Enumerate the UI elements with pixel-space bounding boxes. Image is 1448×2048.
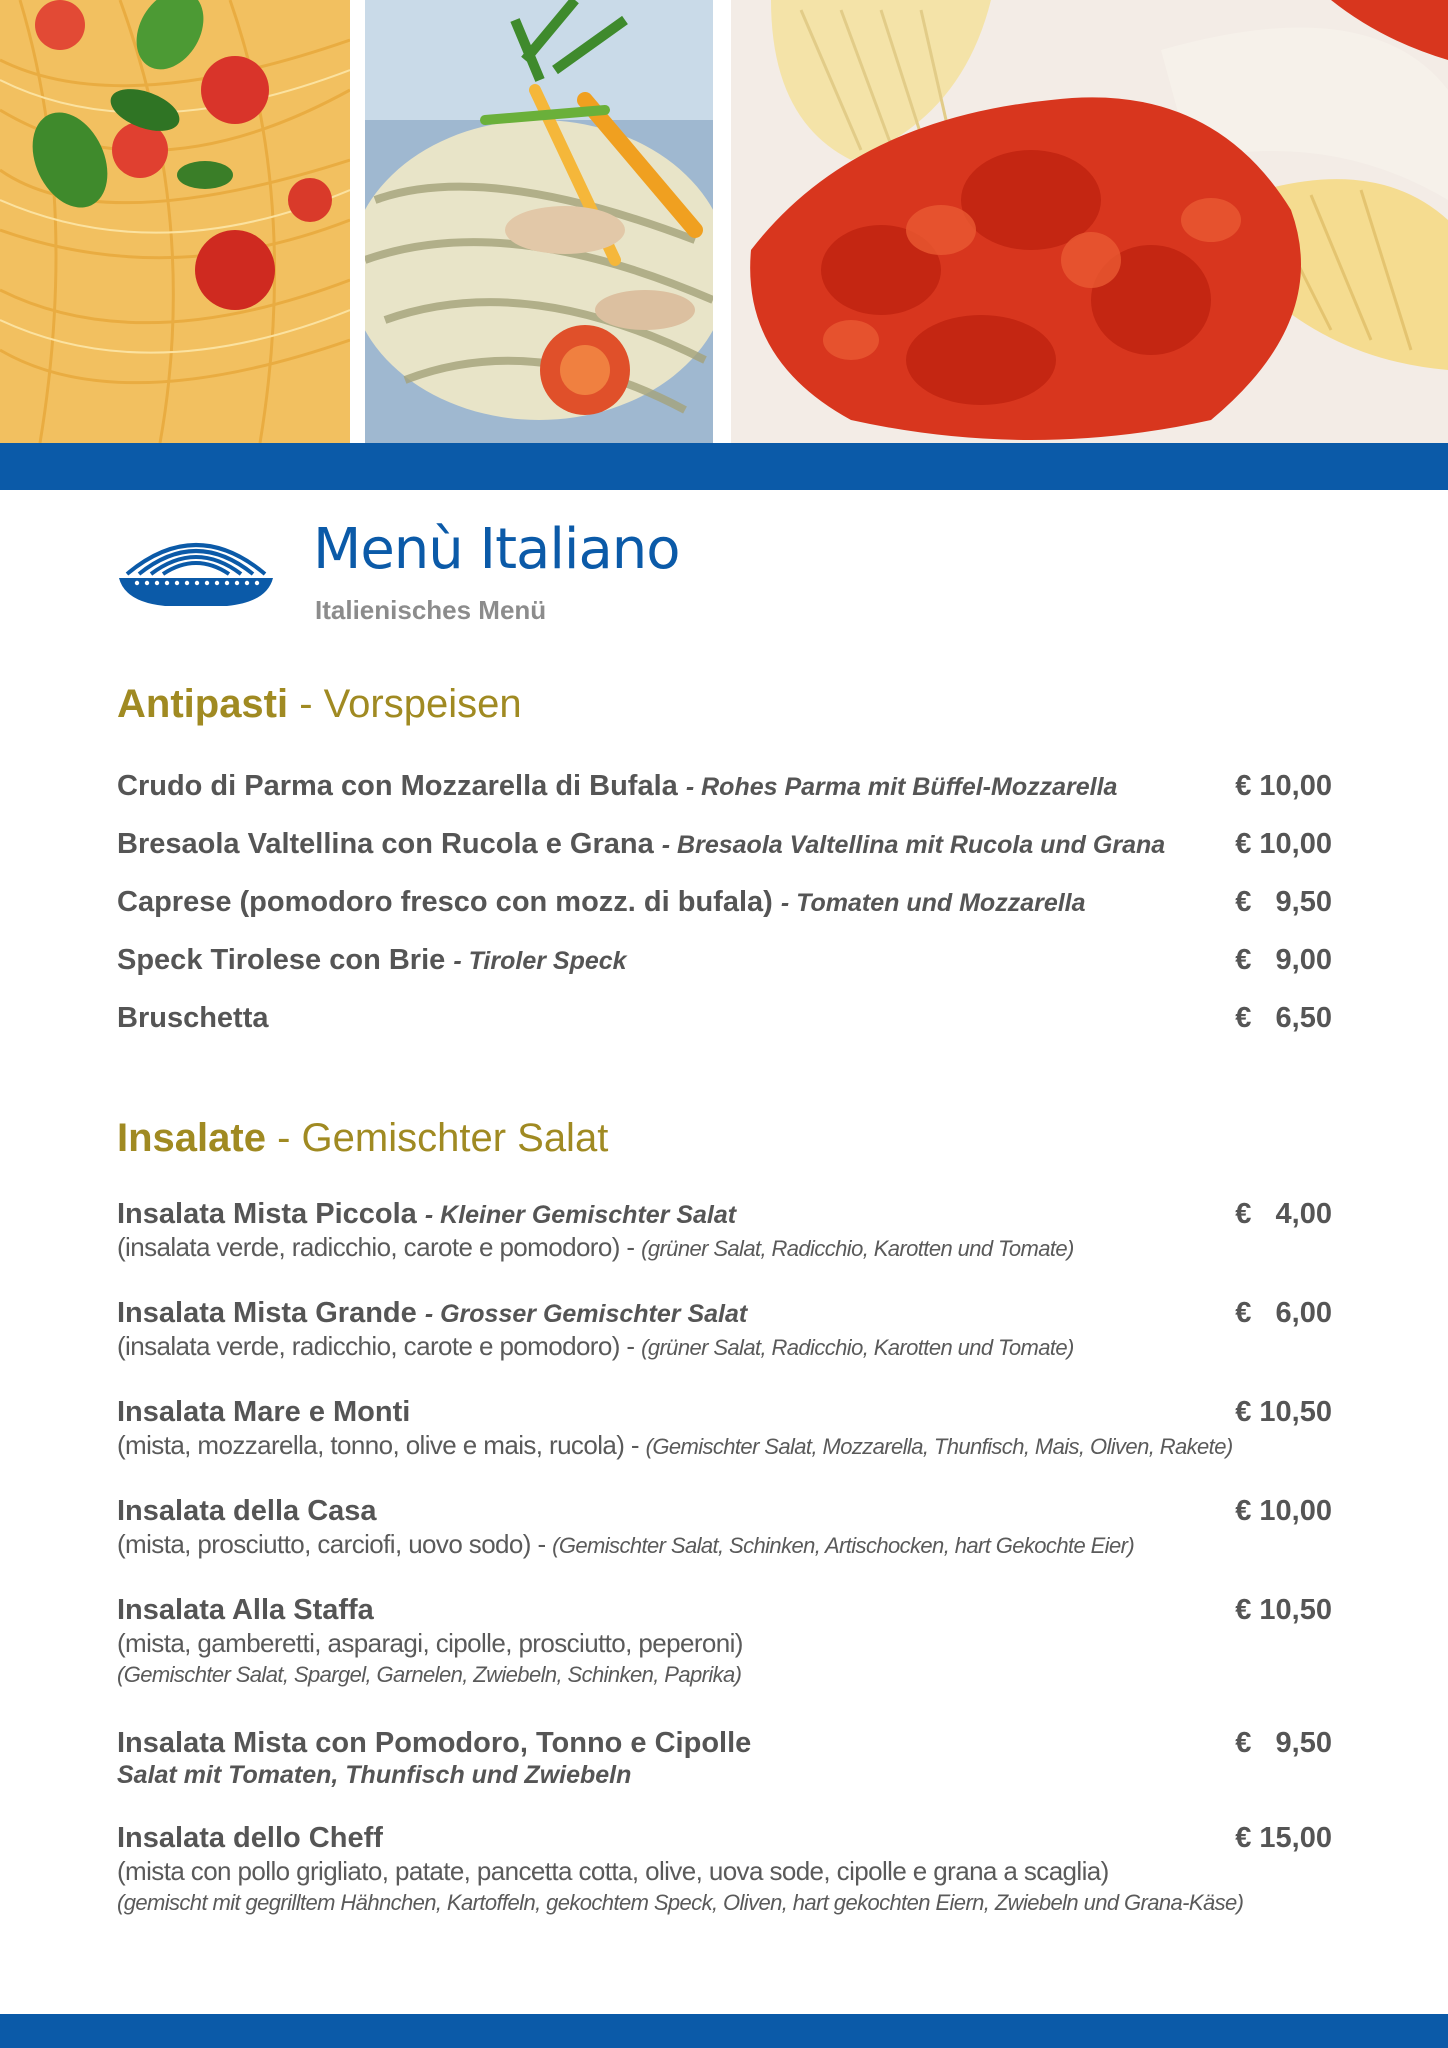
item-name-de: - Bresaola Valtellina mit Rucola und Grana: [661, 831, 1166, 859]
item-price: € 9,00: [1235, 944, 1332, 976]
item-price: € 10,00: [1235, 770, 1332, 802]
section-title-de: - Vorspeisen: [299, 682, 522, 726]
item-description-de: (grüner Salat, Radicchio, Karotten und Tomate): [641, 1236, 1074, 1262]
item-description-de: (gemischt mit gegrilltem Hähnchen, Kartoffeln, gekochtem Speck, Oliven, hart gekochten Eiern, Zwiebeln und Grana-Käse): [117, 1890, 1244, 1916]
pasta-bowl-logo: [117, 530, 275, 610]
item-price: € 6,00: [1235, 1297, 1332, 1329]
item-name-de: - Tiroler Speck: [453, 947, 627, 975]
section-title-de: - Gemischter Salat: [277, 1116, 609, 1160]
menu-item: [117, 1396, 1332, 1463]
item-price: € 9,50: [1235, 886, 1332, 918]
menu-title: Menù Italiano: [313, 517, 680, 582]
item-description: (mista, mozzarella, tonno, olive e mais, rucola) -: [117, 1430, 639, 1461]
item-description-de: (Gemischter Salat, Mozzarella, Thunfisch, Mais, Oliven, Rakete): [645, 1434, 1233, 1460]
menu-item: [117, 1594, 1332, 1690]
item-description-de: (grüner Salat, Radicchio, Karotten und Tomate): [641, 1335, 1074, 1361]
item-description: (insalata verde, radicchio, carote e pomodoro) -: [117, 1331, 635, 1362]
menu-item: [117, 828, 1332, 861]
item-name: Insalata della Casa: [117, 1495, 377, 1527]
header-photo-strip: [0, 0, 1448, 443]
bottom-blue-band: [0, 2014, 1448, 2048]
item-name: Insalata Mare e Monti: [117, 1396, 411, 1428]
menu-item: [117, 770, 1332, 803]
item-name: Crudo di Parma con Mozzarella di Bufala: [117, 770, 678, 802]
item-description-de: Salat mit Tomaten, Thunfisch und Zwiebeln: [117, 1761, 632, 1790]
conchiglioni-photo: [731, 0, 1448, 443]
section-title-antipasti: [117, 684, 522, 724]
item-price: € 9,50: [1235, 1727, 1332, 1759]
item-description: (mista, gamberetti, asparagi, cipolle, prosciutto, peperoni): [117, 1628, 743, 1659]
item-name: Insalata Mista Grande: [117, 1297, 417, 1329]
menu-item: [117, 1495, 1332, 1562]
menu-item: [117, 1822, 1332, 1918]
menu-item: [117, 1002, 1332, 1035]
item-name: Insalata Alla Staffa: [117, 1594, 374, 1626]
item-name: Bresaola Valtellina con Rucola e Grana: [117, 828, 654, 860]
section-title-insalate: [117, 1118, 608, 1158]
item-price: € 10,50: [1235, 1594, 1332, 1626]
section-title-it: Antipasti: [117, 682, 289, 726]
menu-item: [117, 1297, 1332, 1364]
item-description-de: (Gemischter Salat, Schinken, Artischocken, hart Gekochte Eier): [552, 1533, 1135, 1559]
item-description-de: (Gemischter Salat, Spargel, Garnelen, Zwiebeln, Schinken, Paprika): [117, 1662, 742, 1688]
item-name: Bruschetta: [117, 1002, 269, 1034]
item-name: Insalata Mista con Pomodoro, Tonno e Cipolle: [117, 1727, 752, 1759]
item-name: Insalata Mista Piccola: [117, 1198, 417, 1230]
menu-item: [117, 944, 1332, 977]
tagliatelle-photo: [365, 0, 713, 443]
item-description: (insalata verde, radicchio, carote e pomodoro) -: [117, 1232, 635, 1263]
item-name-de: - Rohes Parma mit Büffel-Mozzarella: [685, 773, 1118, 801]
item-name: Insalata dello Cheff: [117, 1822, 383, 1854]
item-name-de: - Grosser Gemischter Salat: [424, 1300, 748, 1328]
item-name-de: - Kleiner Gemischter Salat: [424, 1201, 737, 1229]
item-name-de: - Tomaten und Mozzarella: [780, 889, 1086, 917]
item-price: € 15,00: [1235, 1822, 1332, 1854]
section-title-it: Insalate: [117, 1116, 266, 1160]
item-price: € 6,50: [1235, 1002, 1332, 1034]
item-price: € 10,00: [1235, 1495, 1332, 1527]
menu-item: [117, 886, 1332, 919]
item-price: € 10,50: [1235, 1396, 1332, 1428]
spaghetti-photo: [0, 0, 350, 443]
item-price: € 10,00: [1235, 828, 1332, 860]
menu-item: [117, 1198, 1332, 1265]
item-description: (mista, prosciutto, carciofi, uovo sodo) -: [117, 1529, 546, 1560]
item-price: € 4,00: [1235, 1198, 1332, 1230]
menu-item: [117, 1727, 1332, 1792]
menu-subtitle: Italienisches Menü: [315, 595, 547, 625]
top-blue-band: [0, 443, 1448, 490]
item-description: (mista con pollo grigliato, patate, pancetta cotta, olive, uova sode, cipolle e grana a scaglia): [117, 1856, 1109, 1887]
item-name: Speck Tirolese con Brie: [117, 944, 446, 976]
item-name: Caprese (pomodoro fresco con mozz. di bufala): [117, 886, 773, 918]
